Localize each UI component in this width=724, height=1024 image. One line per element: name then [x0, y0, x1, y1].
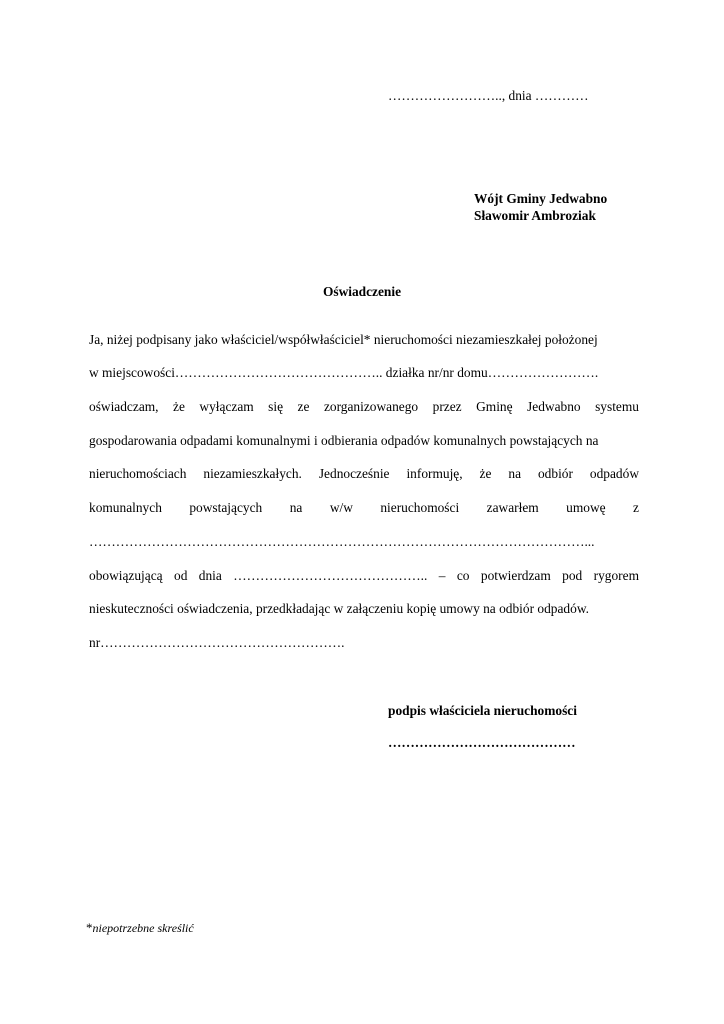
recipient-name: Sławomir Ambroziak	[474, 208, 596, 223]
footnote-mark: *	[86, 920, 93, 935]
body-line: komunalnych powstających na w/w nieruchomości zawarłem umowę z	[89, 500, 639, 515]
recipient-title: Wójt Gminy Jedwabno	[474, 191, 608, 206]
body-line: nieruchomościach niezamieszkałych. Jednocześnie informuję, że na odbiór odpadów	[89, 466, 639, 481]
body-line: obowiązującą od dnia …………………………………….. – co potwierdzam pod rygorem	[89, 568, 639, 583]
signature-line: ……………………………………	[388, 735, 576, 750]
recipient-block	[474, 190, 607, 224]
body-line: nr……………………………………………….	[89, 635, 345, 650]
signature-label: podpis właściciela nieruchomości	[388, 703, 577, 718]
footnote	[86, 920, 194, 936]
body-line: gospodarowania odpadami komunalnymi i odbierania odpadów komunalnych powstających na	[89, 433, 599, 448]
body-line: w miejscowości……………………………………….. działka nr/nr domu…………………….	[89, 365, 599, 380]
body-line: oświadczam, że wyłączam się ze zorganizowanego przez Gminę Jedwabno systemu	[89, 399, 639, 414]
body-line: …………………………………………………………………………………………………...	[89, 534, 595, 549]
document-title: Oświadczenie	[322, 284, 402, 299]
footnote-text: niepotrzebne skreślić	[92, 921, 194, 935]
body-line: nieskuteczności oświadczenia, przedkładając w załączeniu kopię umowy na odbiór odpadów.	[89, 601, 589, 616]
place-date-line: …………………….., dnia …………	[388, 88, 589, 103]
body-line: Ja, niżej podpisany jako właściciel/współwłaściciel* nieruchomości niezamieszkałej położonej	[89, 332, 598, 347]
